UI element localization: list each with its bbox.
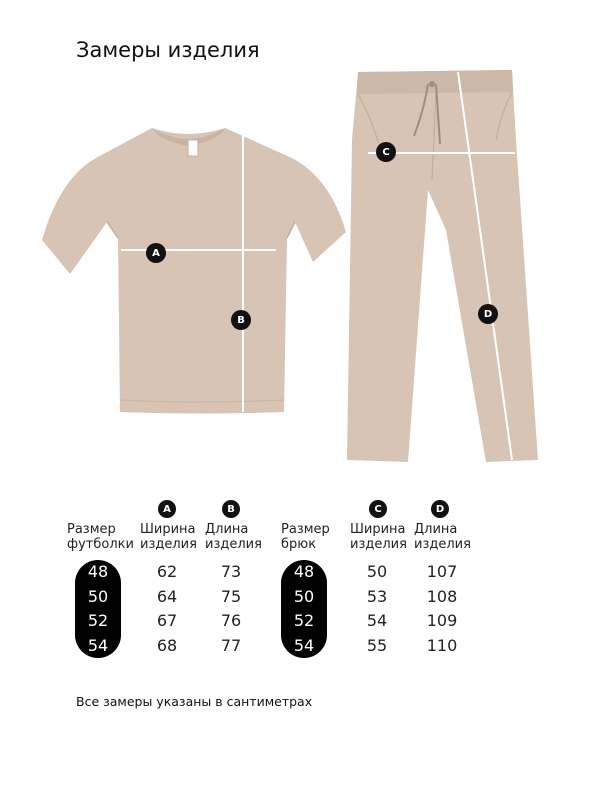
width-value: 64 xyxy=(156,586,178,606)
pants-width-column xyxy=(351,560,403,658)
pants-size-pill xyxy=(281,560,327,658)
size-value: 50 xyxy=(293,586,315,606)
pants-length-header: Длина изделия xyxy=(414,522,471,552)
column-marker-a: A xyxy=(158,500,176,518)
size-value: 52 xyxy=(293,611,315,630)
column-marker-c: C xyxy=(369,500,387,518)
length-value: 110 xyxy=(426,635,458,655)
footnote: Все замеры указаны в сантиметрах xyxy=(76,694,313,709)
size-value: 54 xyxy=(87,635,109,655)
width-value: 67 xyxy=(156,611,178,630)
marker-b: B xyxy=(231,310,251,330)
width-value: 62 xyxy=(156,562,178,581)
tshirt-size-header: Размер футболки xyxy=(67,522,134,552)
length-value: 77 xyxy=(220,635,242,655)
width-value: 53 xyxy=(366,586,388,606)
column-marker-b: B xyxy=(222,500,240,518)
width-value: 50 xyxy=(366,562,388,581)
pants-length-column xyxy=(416,560,468,658)
width-value: 68 xyxy=(156,635,178,655)
width-value: 54 xyxy=(366,611,388,630)
length-value: 107 xyxy=(426,562,458,581)
size-value: 48 xyxy=(87,562,109,581)
tshirt-image xyxy=(42,128,346,414)
tshirt-width-header: Ширина изделия xyxy=(140,522,197,552)
size-value: 54 xyxy=(293,635,315,655)
pants-size-header: Размер брюк xyxy=(281,522,330,552)
pants-width-header: Ширина изделия xyxy=(350,522,407,552)
marker-a: A xyxy=(146,243,166,263)
tshirt-length-column xyxy=(205,560,257,658)
length-value: 109 xyxy=(426,611,458,630)
pants-image xyxy=(347,70,538,462)
size-value: 50 xyxy=(87,586,109,606)
width-value: 55 xyxy=(366,635,388,655)
length-value: 76 xyxy=(220,611,242,630)
column-marker-d: D xyxy=(431,500,449,518)
tshirt-length-header: Длина изделия xyxy=(205,522,262,552)
marker-d: D xyxy=(478,304,498,324)
length-value: 73 xyxy=(220,562,242,581)
marker-c: C xyxy=(376,142,396,162)
tshirt-width-column xyxy=(141,560,193,658)
page-title: Замеры изделия xyxy=(76,38,260,62)
tshirt-size-pill xyxy=(75,560,121,658)
length-value: 108 xyxy=(426,586,458,606)
size-value: 48 xyxy=(293,562,315,581)
size-value: 52 xyxy=(87,611,109,630)
length-value: 75 xyxy=(220,586,242,606)
